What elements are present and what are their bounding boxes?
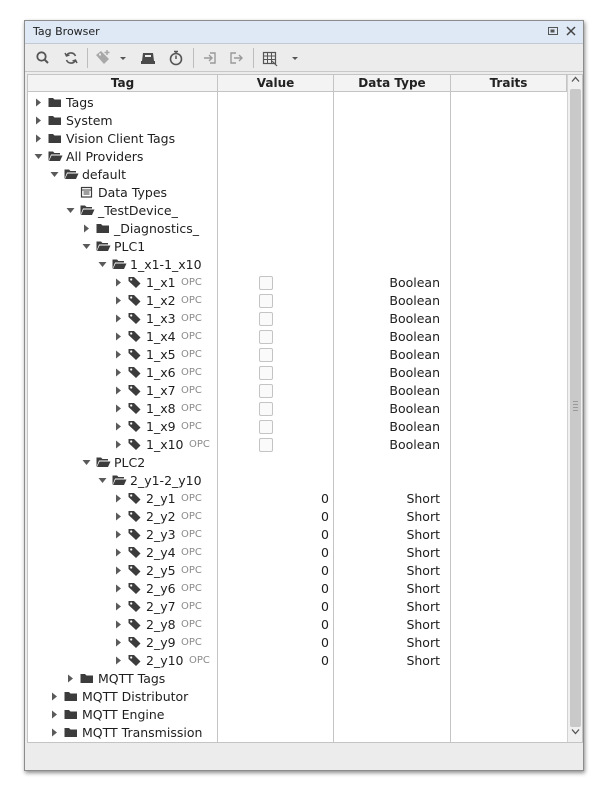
expand-arrow-right-icon[interactable] <box>50 728 59 737</box>
expand-arrow-right-icon[interactable] <box>114 314 123 323</box>
tag-name: 1_x1-1_x10 <box>130 257 202 272</box>
scroll-up-arrow-icon[interactable] <box>568 75 583 89</box>
tag-icon <box>128 654 142 666</box>
value-checkbox[interactable] <box>259 330 273 344</box>
tag-name: Data Types <box>98 185 168 200</box>
tag-icon <box>128 510 142 522</box>
tag-icon <box>128 546 142 558</box>
expand-arrow-right-icon[interactable] <box>50 710 59 719</box>
opc-badge: OPC <box>181 349 202 360</box>
folder-row[interactable] <box>28 94 568 112</box>
tag-name: 1_x2 <box>146 293 176 308</box>
expand-arrow-right-icon[interactable] <box>114 278 123 287</box>
opc-badge: OPC <box>181 529 202 540</box>
tag-row[interactable] <box>28 544 568 562</box>
tag-value[interactable]: 0 <box>321 491 329 506</box>
refresh-icon[interactable] <box>62 49 80 67</box>
tag-row[interactable] <box>28 562 568 580</box>
tag-table <box>27 74 583 743</box>
tag-row[interactable] <box>28 634 568 652</box>
expand-arrow-right-icon[interactable] <box>114 656 123 665</box>
tag-name: default <box>82 167 126 182</box>
opc-badge: OPC <box>181 421 202 432</box>
search-icon[interactable] <box>34 49 52 67</box>
tag-icon <box>128 564 142 576</box>
tag-row[interactable] <box>28 310 568 328</box>
column-header-value[interactable]: Value <box>218 75 334 92</box>
tag-row[interactable] <box>28 328 568 346</box>
tag-data-type: Boolean <box>389 437 440 452</box>
tag-name: 2_y3 <box>146 527 176 542</box>
tag-data-type: Short <box>406 653 440 668</box>
folder-open-icon <box>48 150 62 162</box>
expand-arrow-right-icon[interactable] <box>114 368 123 377</box>
opc-badge: OPC <box>181 367 202 378</box>
folder-row[interactable] <box>28 706 568 724</box>
folder-icon <box>48 96 62 108</box>
tag-icon <box>128 582 142 594</box>
column-header-tag[interactable]: Tag <box>28 75 218 92</box>
export-icon[interactable] <box>227 49 245 67</box>
opc-badge: OPC <box>189 655 210 666</box>
tag-data-type: Short <box>406 599 440 614</box>
expand-arrow-right-icon[interactable] <box>114 530 123 539</box>
folder-icon <box>96 222 110 234</box>
tag-row[interactable] <box>28 292 568 310</box>
expand-arrow-down-icon[interactable] <box>82 458 91 467</box>
expand-arrow-right-icon[interactable] <box>114 512 123 521</box>
folder-open-icon <box>64 168 78 180</box>
folder-icon <box>48 114 62 126</box>
tag-icon <box>128 600 142 612</box>
tag-name: 2_y7 <box>146 599 176 614</box>
tag-data-type: Short <box>406 509 440 524</box>
tag-name: 1_x3 <box>146 311 176 326</box>
tag-icon <box>128 330 142 342</box>
column-header-data-type[interactable]: Data Type <box>334 75 451 92</box>
tag-name: _TestDevice_ <box>98 203 178 218</box>
expand-arrow-right-icon[interactable] <box>114 422 123 431</box>
tag-value[interactable]: 0 <box>321 599 329 614</box>
tag-icon <box>128 528 142 540</box>
opc-badge: OPC <box>181 601 202 612</box>
tag-value[interactable]: 0 <box>321 617 329 632</box>
expand-arrow-right-icon[interactable] <box>114 386 123 395</box>
toolbar <box>25 44 583 72</box>
tag-icon <box>128 294 142 306</box>
opc-badge: OPC <box>181 511 202 522</box>
opc-badge: OPC <box>181 277 202 288</box>
tag-icon <box>128 348 142 360</box>
tag-icon <box>128 438 142 450</box>
tag-row[interactable] <box>28 652 568 670</box>
value-checkbox[interactable] <box>259 276 273 290</box>
tag-row[interactable] <box>28 490 568 508</box>
tag-data-type: Short <box>406 581 440 596</box>
opc-badge: OPC <box>181 385 202 396</box>
tag-data-type: Boolean <box>389 311 440 326</box>
datatypes-icon <box>80 186 94 198</box>
tag-name: 1_x1 <box>146 275 176 290</box>
title-bar[interactable] <box>25 21 583 44</box>
folder-icon <box>64 690 78 702</box>
tag-row[interactable] <box>28 580 568 598</box>
folder-icon <box>80 672 94 684</box>
folder-row[interactable] <box>28 112 568 130</box>
folder-icon <box>64 726 78 738</box>
tag-data-type: Short <box>406 491 440 506</box>
opc-badge: OPC <box>181 583 202 594</box>
tag-icon <box>128 618 142 630</box>
tag-name: MQTT Transmission <box>82 725 203 740</box>
tag-value[interactable]: 0 <box>321 563 329 578</box>
expand-arrow-right-icon[interactable] <box>114 620 123 629</box>
window-title: Tag Browser <box>33 25 100 38</box>
tag-data-type: Boolean <box>389 365 440 380</box>
folder-row[interactable] <box>28 148 568 166</box>
folder-open-icon <box>112 474 126 486</box>
tag-name: 1_x10 <box>146 437 184 452</box>
tag-name: 2_y5 <box>146 563 176 578</box>
tag-name: MQTT Tags <box>98 671 166 686</box>
tag-name: MQTT Distributor <box>82 689 189 704</box>
expand-arrow-right-icon[interactable] <box>82 224 91 233</box>
tag-data-type: Short <box>406 545 440 560</box>
value-checkbox[interactable] <box>259 366 273 380</box>
tag-name: 1_x6 <box>146 365 176 380</box>
opc-badge: OPC <box>181 313 202 324</box>
tag-name: Tags <box>66 95 94 110</box>
folder-row[interactable] <box>28 166 568 184</box>
expand-arrow-right-icon[interactable] <box>50 692 59 701</box>
tag-icon <box>128 636 142 648</box>
tag-row[interactable] <box>28 418 568 436</box>
tag-value[interactable]: 0 <box>321 527 329 542</box>
tag-name: MQTT Engine <box>82 707 165 722</box>
close-icon[interactable] <box>564 25 578 39</box>
tag-value[interactable]: 0 <box>321 545 329 560</box>
tag-row[interactable] <box>28 616 568 634</box>
tag-name: PLC2 <box>114 455 146 470</box>
tag-icon <box>128 312 142 324</box>
expand-arrow-right-icon[interactable] <box>114 638 123 647</box>
tag-icon <box>128 384 142 396</box>
folder-row[interactable] <box>28 256 568 274</box>
tag-value[interactable]: 0 <box>321 635 329 650</box>
folder-row[interactable] <box>28 724 568 742</box>
tag-row[interactable] <box>28 274 568 292</box>
expand-arrow-down-icon[interactable] <box>50 170 59 179</box>
opc-badge: OPC <box>181 637 202 648</box>
expand-arrow-down-icon[interactable] <box>82 242 91 251</box>
expand-arrow-right-icon[interactable] <box>114 494 123 503</box>
expand-arrow-right-icon[interactable] <box>114 584 123 593</box>
tag-value[interactable]: 0 <box>321 653 329 668</box>
tag-data-type: Boolean <box>389 275 440 290</box>
expand-arrow-down-icon[interactable] <box>66 206 75 215</box>
tag-name: 1_x8 <box>146 401 176 416</box>
opc-badge: OPC <box>181 403 202 414</box>
tag-name: All Providers <box>66 149 144 164</box>
tag-name: 1_x5 <box>146 347 176 362</box>
toolbar-separator <box>87 48 88 68</box>
tag-row[interactable] <box>28 382 568 400</box>
dropdown-arrow-icon[interactable] <box>289 49 301 67</box>
expand-arrow-down-icon[interactable] <box>34 152 43 161</box>
expand-arrow-right-icon[interactable] <box>114 440 123 449</box>
expand-arrow-down-icon[interactable] <box>98 476 107 485</box>
expand-arrow-right-icon[interactable] <box>34 98 43 107</box>
opc-badge: OPC <box>181 619 202 630</box>
folder-row[interactable] <box>28 238 568 256</box>
tag-name: 2_y2 <box>146 509 176 524</box>
toolbar-separator <box>193 48 194 68</box>
tag-name: 1_x7 <box>146 383 176 398</box>
value-checkbox[interactable] <box>259 312 273 326</box>
restore-window-icon[interactable] <box>546 25 560 39</box>
tag-row[interactable] <box>28 508 568 526</box>
tag-row[interactable] <box>28 598 568 616</box>
folder-open-icon <box>96 240 110 252</box>
vertical-scrollbar[interactable] <box>567 75 583 742</box>
value-checkbox[interactable] <box>259 438 273 452</box>
tag-value[interactable]: 0 <box>321 581 329 596</box>
tag-icon <box>128 402 142 414</box>
value-checkbox[interactable] <box>259 348 273 362</box>
dropdown-arrow-icon[interactable] <box>117 49 129 67</box>
tag-name: 2_y4 <box>146 545 176 560</box>
tag-icon <box>128 276 142 288</box>
tag-row[interactable] <box>28 526 568 544</box>
add-tag-icon[interactable] <box>94 49 112 67</box>
folder-icon <box>48 132 62 144</box>
tag-data-type: Boolean <box>389 347 440 362</box>
tag-name: 2_y8 <box>146 617 176 632</box>
tag-data-type: Short <box>406 635 440 650</box>
expand-arrow-right-icon[interactable] <box>114 602 123 611</box>
folder-row[interactable] <box>28 184 568 202</box>
tag-value[interactable]: 0 <box>321 509 329 524</box>
tag-name: PLC1 <box>114 239 146 254</box>
grip-line <box>573 401 578 402</box>
tag-data-type: Boolean <box>389 383 440 398</box>
folder-open-icon <box>96 456 110 468</box>
folder-row[interactable] <box>28 130 568 148</box>
expand-arrow-down-icon[interactable] <box>98 260 107 269</box>
folder-icon <box>64 708 78 720</box>
folder-row[interactable] <box>28 202 568 220</box>
folder-open-icon <box>80 204 94 216</box>
grip-line <box>573 410 578 411</box>
tag-name: 1_x4 <box>146 329 176 344</box>
scrollbar-thumb[interactable] <box>570 89 581 727</box>
opc-badge: OPC <box>181 295 202 306</box>
device-icon[interactable] <box>139 49 157 67</box>
tag-data-type: Boolean <box>389 293 440 308</box>
tag-icon <box>128 420 142 432</box>
opc-badge: OPC <box>189 439 210 450</box>
expand-arrow-right-icon[interactable] <box>114 404 123 413</box>
tag-name: 1_x9 <box>146 419 176 434</box>
tag-name: Vision Client Tags <box>66 131 176 146</box>
folder-row[interactable] <box>28 472 568 490</box>
tag-browser-window <box>24 20 584 771</box>
tag-data-type: Short <box>406 617 440 632</box>
tag-row[interactable] <box>28 364 568 382</box>
opc-badge: OPC <box>181 493 202 504</box>
expand-arrow-right-icon[interactable] <box>34 134 43 143</box>
tag-data-type: Boolean <box>389 419 440 434</box>
expand-arrow-right-icon[interactable] <box>114 296 123 305</box>
tag-row[interactable] <box>28 436 568 454</box>
tag-icon <box>128 492 142 504</box>
column-header-traits[interactable]: Traits <box>451 75 567 92</box>
expand-arrow-right-icon[interactable] <box>114 350 123 359</box>
folder-open-icon <box>112 258 126 270</box>
grip-line <box>573 407 578 408</box>
tag-name: 2_y10 <box>146 653 184 668</box>
tag-icon <box>128 366 142 378</box>
tag-data-type: Short <box>406 527 440 542</box>
tag-row[interactable] <box>28 400 568 418</box>
import-icon[interactable] <box>201 49 219 67</box>
expand-arrow-right-icon[interactable] <box>114 332 123 341</box>
grip-line <box>573 404 578 405</box>
folder-row[interactable] <box>28 454 568 472</box>
timer-icon[interactable] <box>167 49 185 67</box>
expand-arrow-right-icon[interactable] <box>34 116 43 125</box>
value-checkbox[interactable] <box>259 402 273 416</box>
value-checkbox[interactable] <box>259 294 273 308</box>
tag-data-type: Boolean <box>389 401 440 416</box>
tag-name: 2_y6 <box>146 581 176 596</box>
expand-arrow-right-icon[interactable] <box>66 674 75 683</box>
folder-row[interactable] <box>28 220 568 238</box>
scroll-down-arrow-icon[interactable] <box>568 727 583 741</box>
tag-name: 2_y1 <box>146 491 176 506</box>
tag-name: System <box>66 113 113 128</box>
expand-arrow-right-icon[interactable] <box>114 548 123 557</box>
expand-arrow-right-icon[interactable] <box>114 566 123 575</box>
toolbar-separator <box>253 48 254 68</box>
opc-badge: OPC <box>181 331 202 342</box>
folder-row[interactable] <box>28 688 568 706</box>
opc-badge: OPC <box>181 565 202 576</box>
table-view-icon[interactable] <box>261 49 279 67</box>
value-checkbox[interactable] <box>259 420 273 434</box>
tag-row[interactable] <box>28 346 568 364</box>
tag-name: 2_y1-2_y10 <box>130 473 202 488</box>
folder-row[interactable] <box>28 670 568 688</box>
tag-data-type: Boolean <box>389 329 440 344</box>
value-checkbox[interactable] <box>259 384 273 398</box>
opc-badge: OPC <box>181 547 202 558</box>
tag-data-type: Short <box>406 563 440 578</box>
tag-name: _Diagnostics_ <box>114 221 200 236</box>
tag-name: 2_y9 <box>146 635 176 650</box>
